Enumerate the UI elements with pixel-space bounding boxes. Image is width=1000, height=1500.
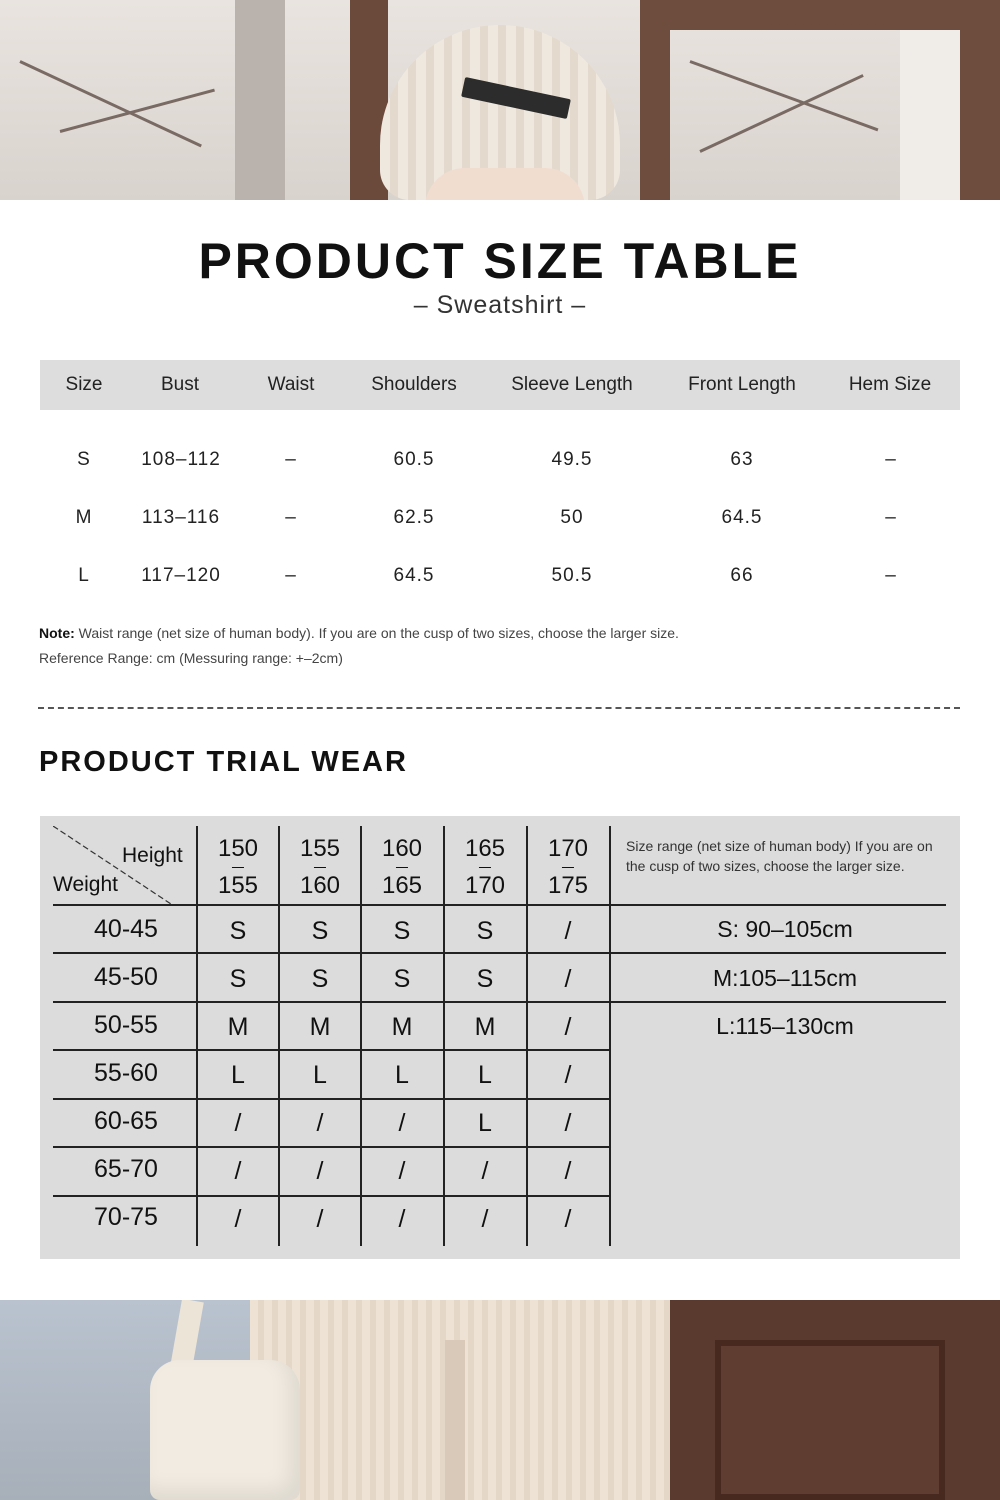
column-header-front-length: Front Length (688, 374, 796, 395)
height-range-header (548, 830, 588, 904)
trial-size-cell: / (564, 1109, 572, 1137)
grid-line (526, 826, 528, 1246)
note-text: Waist range (net size of human body). If you are on the cusp of two sizes, choose the larger size. (74, 625, 679, 641)
weight-label: 70-75 (94, 1203, 158, 1231)
trial-size-cell: L (231, 1061, 245, 1089)
cell-waist: – (285, 565, 297, 586)
height-range-end: 165 (381, 872, 423, 899)
trial-size-cell: M (474, 1013, 496, 1041)
brick-wall (900, 30, 960, 200)
grid-line (53, 1146, 610, 1148)
column-header-size: Size (65, 374, 103, 395)
grid-line (360, 826, 362, 1246)
trial-size-cell: / (234, 1109, 242, 1137)
trial-size-cell: / (481, 1157, 489, 1185)
cell-sleeve-length: 50 (560, 507, 584, 528)
door-panel (715, 1340, 945, 1500)
height-range-header (465, 830, 505, 904)
top-model-photo (0, 0, 1000, 200)
cell-sleeve-length: 50.5 (551, 565, 593, 586)
grid-line (53, 1001, 946, 1003)
size-range-note: Size range (net size of human body) If you are on the cusp of two sizes, choose the larger size. (626, 838, 933, 874)
bottom-model-photo (0, 1300, 1000, 1500)
trial-size-cell: / (564, 917, 572, 945)
trial-size-cell: / (234, 1205, 242, 1233)
model-face (425, 168, 585, 200)
cell-size: M (75, 507, 93, 528)
weight-label: 40-45 (94, 915, 158, 943)
page-title: PRODUCT SIZE TABLE (198, 233, 802, 289)
window-frame (640, 0, 670, 200)
tree-branch (60, 89, 215, 133)
trial-wear-title: PRODUCT TRIAL WEAR (39, 746, 408, 778)
trial-size-cell: S (311, 965, 329, 993)
grid-line (53, 1049, 610, 1051)
column-header-waist: Waist (267, 374, 315, 395)
grid-line (53, 1098, 610, 1100)
height-range-end: 160 (299, 872, 341, 899)
cell-bust: 117–120 (141, 565, 221, 586)
trial-size-cell: / (564, 965, 572, 993)
trial-size-cell: / (564, 1205, 572, 1233)
trial-size-cell: / (316, 1205, 324, 1233)
reference-range-note: Reference Range: cm (Messuring range: +–2cm) (39, 650, 343, 666)
trial-size-cell: S (393, 965, 411, 993)
height-range-end: 155 (217, 872, 259, 899)
window-frame (960, 30, 1000, 200)
size-note (39, 625, 679, 641)
size-table-header (40, 360, 960, 410)
cell-size: S (77, 449, 91, 470)
cell-sleeve-length: 49.5 (551, 449, 593, 470)
column-header-bust: Bust (160, 374, 200, 395)
section-divider (38, 707, 960, 709)
size-range-m: M:105–115cm (712, 965, 858, 991)
trial-size-cell: / (481, 1205, 489, 1233)
trial-size-cell: L (395, 1061, 409, 1089)
height-range-header (300, 830, 340, 904)
weight-label: 50-55 (94, 1011, 158, 1039)
cell-front-length: 66 (730, 565, 754, 586)
corner-weight-label: Weight (53, 873, 118, 896)
cell-front-length: 63 (730, 449, 754, 470)
cell-hem-size: – (885, 449, 897, 470)
range-dash (396, 867, 408, 868)
column-header-hem-size: Hem Size (848, 374, 932, 395)
weight-label: 60-65 (94, 1107, 158, 1135)
height-range-header (218, 830, 258, 904)
grid-line (609, 826, 611, 1246)
trial-size-cell: L (478, 1061, 492, 1089)
trial-size-cell: S (476, 917, 494, 945)
grid-line (443, 826, 445, 1246)
range-dash (314, 867, 326, 868)
trial-size-cell: S (229, 917, 247, 945)
pants-leg-gap (445, 1340, 465, 1500)
cell-waist: – (285, 449, 297, 470)
height-range-end: 170 (464, 872, 506, 899)
trial-size-cell: M (309, 1013, 331, 1041)
height-range-start: 155 (299, 835, 341, 862)
trial-size-cell: S (229, 965, 247, 993)
height-range-start: 165 (464, 835, 506, 862)
height-range-header (382, 830, 422, 904)
weight-label: 65-70 (94, 1155, 158, 1183)
trial-size-cell: L (313, 1061, 327, 1089)
height-range-start: 160 (381, 835, 423, 862)
trial-size-cell: S (476, 965, 494, 993)
handbag (150, 1360, 300, 1500)
trial-size-cell: M (227, 1013, 249, 1041)
trial-size-cell: / (316, 1109, 324, 1137)
cell-waist: – (285, 507, 297, 528)
cell-hem-size: – (885, 565, 897, 586)
trial-size-cell: / (234, 1157, 242, 1185)
cell-size: L (78, 565, 90, 586)
trial-size-cell: / (564, 1013, 572, 1041)
cell-bust: 113–116 (141, 507, 221, 528)
page-subtitle: – Sweatshirt – (413, 291, 587, 319)
range-dash (232, 867, 244, 868)
height-range-end: 175 (547, 872, 589, 899)
cell-shoulders: 60.5 (393, 449, 435, 470)
grid-line (53, 1195, 610, 1197)
trial-size-cell: L (478, 1109, 492, 1137)
trial-size-cell: / (398, 1157, 406, 1185)
trial-size-cell: S (393, 917, 411, 945)
grid-line (196, 826, 198, 1246)
column-header-shoulders: Shoulders (371, 374, 457, 395)
tree-branch (689, 60, 878, 131)
tree-branch (19, 60, 202, 147)
window-frame (235, 0, 285, 200)
grid-line (278, 826, 280, 1246)
grid-line (53, 904, 946, 906)
window-frame (670, 0, 1000, 30)
trial-size-cell: / (398, 1205, 406, 1233)
trial-size-cell: S (311, 917, 329, 945)
size-range-l: L:115–130cm (716, 1013, 854, 1039)
cell-shoulders: 62.5 (393, 507, 435, 528)
weight-label: 45-50 (94, 963, 158, 991)
cell-bust: 108–112 (141, 449, 221, 470)
corner-height-label: Height (122, 844, 183, 867)
cell-front-length: 64.5 (721, 507, 763, 528)
column-header-sleeve-length: Sleeve Length (511, 374, 633, 395)
range-dash (562, 867, 574, 868)
range-dash (479, 867, 491, 868)
note-label: Note: (39, 625, 75, 641)
height-range-start: 170 (547, 835, 589, 862)
trial-size-cell: / (398, 1109, 406, 1137)
trial-size-cell: / (564, 1061, 572, 1089)
grid-line (53, 952, 946, 954)
trial-size-cell: / (564, 1157, 572, 1185)
size-range-s: S: 90–105cm (717, 916, 853, 942)
cell-hem-size: – (885, 507, 897, 528)
weight-label: 55-60 (94, 1059, 158, 1087)
trial-size-cell: / (316, 1157, 324, 1185)
trial-size-cell: M (391, 1013, 413, 1041)
cell-shoulders: 64.5 (393, 565, 435, 586)
height-range-start: 150 (217, 835, 259, 862)
